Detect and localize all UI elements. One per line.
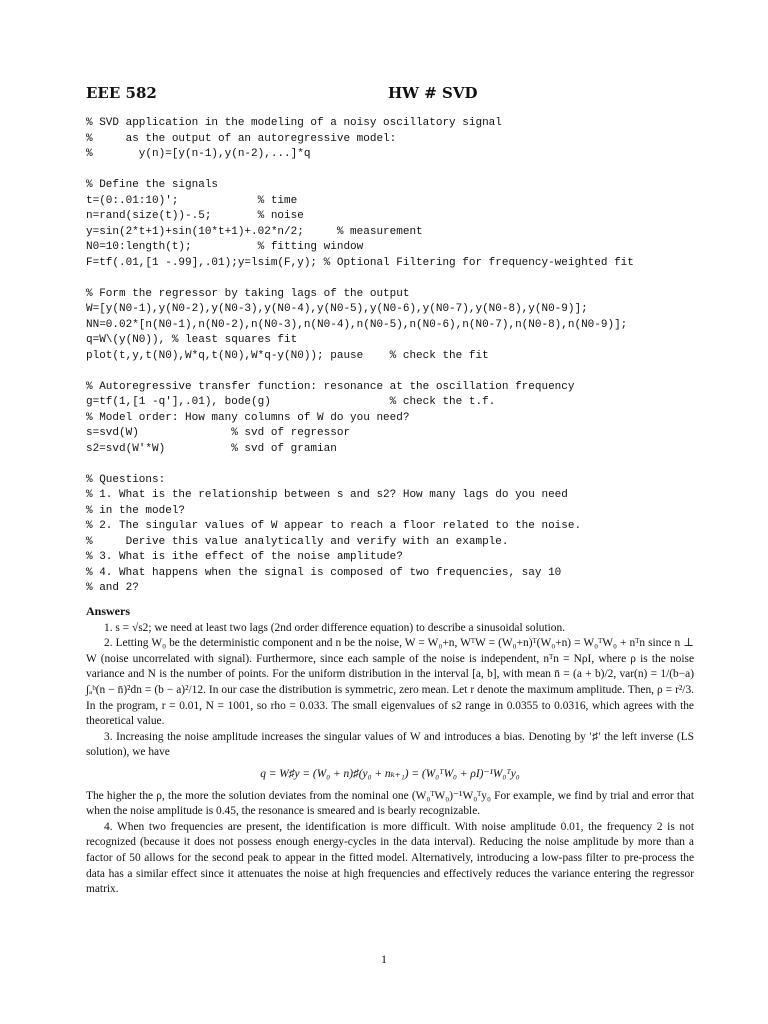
code-line: g=tf(1,[1 -q'],.01), bode(g) % check the t.f. [86,396,496,408]
code-line: s2=svd(W'*W) % svd of gramian [86,442,337,455]
code-line: NN=0.02*[n(N0-1),n(N0-2),n(N0-3),n(N0-4),n(N0-5),n(N0-6),n(N0-7),n(N0-8),n(N0-9)]; [86,318,628,331]
code-line: % Derive this value analytically and verify with an example. [86,535,509,548]
code-line: % 3. What is ithe effect of the noise amplitude? [86,551,403,563]
code-line: N0=10:length(t); % fitting window [86,241,364,253]
code-line [86,163,696,179]
code-line: plot(t,y,t(N0),W*q,t(N0),W*q-y(N0)); pause % check the fit [86,349,489,362]
code-line: % Autoregressive transfer function: resonance at the oscillation frequency [86,380,575,393]
code-line: W=[y(N0-1),y(N0-2),y(N0-3),y(N0-4),y(N0-5),y(N0-6),y(N0-7),y(N0-8),y(N0-9)]; [86,303,588,315]
code-line: % and 2? [86,582,139,594]
code-line: n=rand(size(t))-.5; % noise [86,210,304,222]
code-line: % in the model? [86,504,186,517]
answers-section [86,604,694,898]
answers-heading: Answers [86,604,130,618]
code-line: % y(n)=[y(n-1),y(n-2),...]*q [86,148,311,160]
course-number: EEE 582 [86,84,157,102]
page-number: 1 [381,952,387,966]
code-line: % 4. What happens when the signal is composed of two frequencies, say 10 [86,566,562,579]
answer-3-continued: The higher the ρ, the more the solution deviates from the nominal one (W₀ᵀW₀)⁻¹W₀ᵀy₀ For example, we find by trial and error that when the noise amplitude is 0.45, the resonance is smeared and is bearly recognizable. [86,789,694,818]
code-line: % as the output of an autoregressive model: [86,132,397,145]
answer-3: 3. Increasing the noise amplitude increases the singular values of W and introduces a bias. Denoting by '♯' the left inverse (LS solution), we have [86,730,694,759]
code-line: % Form the regressor by taking lags of the output [86,287,410,300]
answer-3-equation: q = W♯y = (W₀ + n)♯(y₀ + nₖ₊₁) = (W₀ᵀW₀ + ρI)⁻¹W₀ᵀy₀ [260,767,520,780]
code-line: t=(0:.01:10)'; % time [86,194,298,207]
code-line: y=sin(2*t+1)+sin(10*t+1)+.02*n/2; % measurement [86,225,423,238]
code-line: F=tf(.01,[1 -.99],.01);y=lsim(F,y); % Optional Filtering for frequency-weighted fit [86,256,634,269]
code-line [86,364,696,380]
code-line [86,271,696,287]
code-line: % SVD application in the modeling of a noisy oscillatory signal [86,117,502,129]
code-line: % Questions: [86,473,166,486]
code-line: % Define the signals [86,179,219,191]
code-line: % 2. The singular values of W appear to reach a floor related to the noise. [86,520,582,532]
code-line: q=W\(y(N0)), % least squares fit [86,334,298,346]
code-line: % Model order: How many columns of W do you need? [86,411,410,424]
matlab-code-block [86,116,696,597]
code-line: % 1. What is the relationship between s and s2? How many lags do you need [86,489,568,501]
homework-title: HW # SVD [388,84,478,102]
code-line [86,457,696,473]
answer-1: 1. s = √s2; we need at least two lags (2nd order difference equation) to describe a sinusoidal solution. [104,621,566,634]
answer-2: 2. Letting W₀ be the deterministic component and n be the noise, W = W₀+n, WᵀW = (W₀+n)ᵀ(W₀+n) = W₀ᵀW₀ + nᵀn since n ⊥ W (noise uncorrelated with signal). Furthermore, since each sample of the noise is independent, nᵀn = NρI, where ρ is the noise variance and N is the number of points. For the uniform distribution in the interval [a, b], with mean n̄ = (a + b)/2, var(n) = 1/(b−a) ∫ₐᵇ(n − n̄)²dn = (b − a)²/12. In our case the distribution is symmetric, zero mean. Let r denote the maximum amplitude. Then, ρ = r²/3. In the program, r = 0.01, N = 1001, so rho = 0.033. The small eigenvalues of s2 range in 0.0355 to 0.0316, which agrees with the theoretical value. [86,637,694,728]
answer-4: 4. When two frequencies are present, the identification is more difficult. With noise amplitude 0.01, the frequency 2 is not recognized (because it does not possess enough energy-cycles in the data interval). Reducing the noise amplitude by more than a factor of 50 allows for the second peak to appear in the fitted model. Alternatively, introducing a low-pass filter to pre-process the data has a similar effect since it attenuates the noise at high frequencies and effectively reduces the variance entering the regressor matrix. [86,820,694,896]
code-line: s=svd(W) % svd of regressor [86,427,351,439]
